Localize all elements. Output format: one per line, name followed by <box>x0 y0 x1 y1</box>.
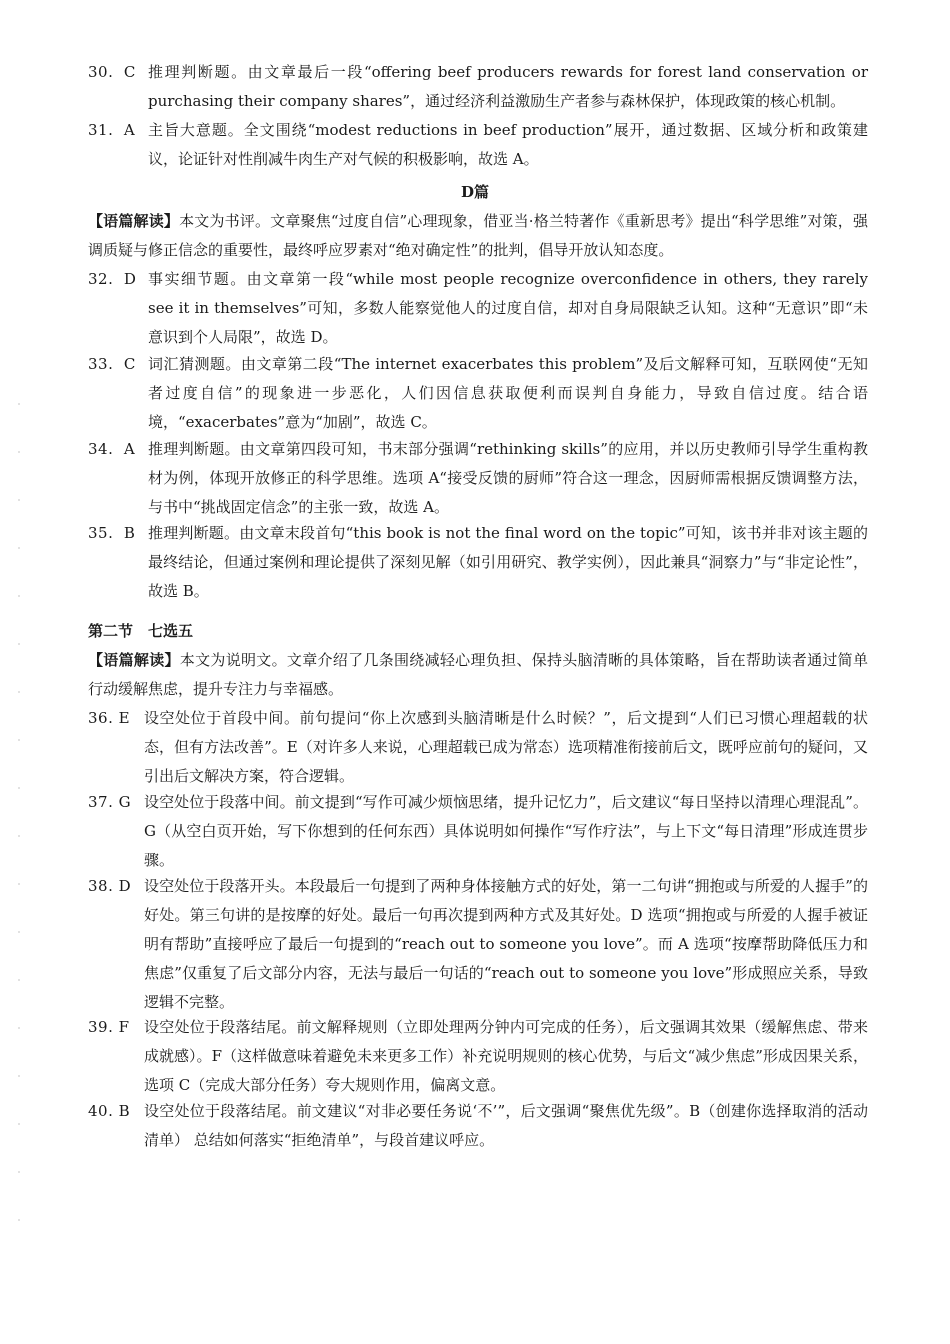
item-number-answer: 31. A <box>88 121 136 139</box>
answer-item-40 <box>88 1097 868 1155</box>
item-number-answer: 35. B <box>88 524 136 542</box>
section-d-title: D篇 <box>460 183 489 201</box>
item-explanation: 设空处位于首段中间。前句提问“你上次感到头脑清晰是什么时候？”，后文提到“人们已习惯心理超载的状态，但有方法改善”。E（对许多人来说，心理超载已成为常态）选项精准衔接前后文，既呼应前句的疑问，又引出后文解决方案，符合逻辑。 <box>144 709 868 785</box>
item-explanation: 推理判断题。由文章末段首句“this book is not the final word on the topic”可知，该书并非对该主题的最终结论，但通过案例和理论提供了深刻见解（如引用研究、教学实例），因此兼具“洞察力”与“非定论性”，故选 B。 <box>148 524 868 600</box>
intro-text: 本文为说明文。文章介绍了几条围绕减轻心理负担、保持头脑清晰的具体策略，旨在帮助读者通过简单行动缓解焦虑，提升专注力与幸福感。 <box>88 651 868 698</box>
section-d-intro <box>88 207 868 265</box>
item-explanation: 设空处位于段落结尾。前文建议“对非必要任务说‘不’”，后文强调“聚焦优先级”。B（创建你选择取消的活动清单） 总结如何落实“拒绝清单”，与段首建议呼应。 <box>144 1102 868 1149</box>
intro-text: 本文为书评。文章聚焦“过度自信”心理现象，借亚当·格兰特著作《重新思考》提出“科学思维”对策，强调质疑与修正信念的重要性，最终呼应罗素对“绝对确定性”的批判，倡导开放认知态度。 <box>88 212 868 259</box>
item-number-answer: 37. G <box>88 793 132 811</box>
intro-label: 【语篇解读】 <box>88 651 180 669</box>
item-number-answer: 36. E <box>88 709 131 727</box>
answer-item-32 <box>88 265 868 352</box>
answer-item-39 <box>88 1013 868 1100</box>
item-number-answer: 30. C <box>88 63 136 81</box>
item-number-answer: 38. D <box>88 877 132 895</box>
item-number-answer: 32. D <box>88 270 137 288</box>
answer-item-33 <box>88 350 868 437</box>
item-number-answer: 33. C <box>88 355 136 373</box>
answer-item-36 <box>88 704 868 791</box>
item-explanation: 推理判断题。由文章最后一段“offering beef producers rewards for forest land conservation or purchasing their company shares”，通过经济利益激励生产者参与森林保护，体现政策的核心机制。 <box>148 63 868 110</box>
item-explanation: 设空处位于段落开头。本段最后一句提到了两种身体接触方式的好处，第一二句讲“拥抱或与所爱的人握手”的好处。第三句讲的是按摩的好处。最后一句再次提到两种方式及其好处。D 选项“拥抱或与所爱的人握手被证明有帮助”直接呼应了最后一句提到的“reach out to someone you love”。而 A 选项“按摩帮助降低压力和焦虑”仅重复了后文部分内容，无法与最后一句话的“reach out to someone you love”形成照应关系，导致逻辑不完整。 <box>144 877 868 1011</box>
item-number-answer: 34. A <box>88 440 136 458</box>
answer-item-38 <box>88 872 868 1017</box>
item-explanation: 设空处位于段落中间。前文提到“写作可减少烦恼思绪，提升记忆力”，后文建议“每日坚持以清理心理混乱”。G（从空白页开始，写下你想到的任何东西）具体说明如何操作“写作疗法”，与上下文“每日清理”形成连贯步骤。 <box>144 793 868 869</box>
item-explanation: 设空处位于段落结尾。前文解释规则（立即处理两分钟内可完成的任务），后文强调其效果（缓解焦虑、带来成就感）。F（这样做意味着避免未来更多工作）补充说明规则的核心优势，与后文“减少焦虑”形成因果关系，选项 C（完成大部分任务）夸大规则作用，偏离文意。 <box>144 1018 868 1094</box>
answer-item-30 <box>88 58 868 116</box>
intro-label: 【语篇解读】 <box>88 212 180 230</box>
answer-item-37 <box>88 788 868 875</box>
item-explanation: 事实细节题。由文章第一段“while most people recognize overconfidence in others, they rarely see it in themselves”可知，多数人能察觉他人的过度自信，却对自身局限缺乏认知。这种“无意识”即“未意识到个人局限”，故选 D。 <box>148 270 868 346</box>
answer-item-35 <box>88 519 868 606</box>
section-2-intro <box>88 646 868 704</box>
item-number-answer: 39. F <box>88 1018 130 1036</box>
scan-margin-marks <box>18 380 20 1240</box>
answer-item-31 <box>88 116 868 174</box>
item-number-answer: 40. B <box>88 1102 131 1120</box>
answer-item-34 <box>88 435 868 522</box>
item-explanation: 词汇猜测题。由文章第二段“The internet exacerbates this problem”及后文解释可知，互联网使“无知者过度自信”的现象进一步恶化，人们因信息获取便利而误判自身能力，导致自信过度。结合语境，“exacerbates”意为“加剧”，故选 C。 <box>148 355 868 431</box>
section-2-heading: 第二节 七选五 <box>88 622 194 640</box>
item-explanation: 主旨大意题。全文围绕“modest reductions in beef production”展开，通过数据、区域分析和政策建议，论证针对性削减牛肉生产对气候的积极影响，故选 A。 <box>148 121 868 168</box>
item-explanation: 推理判断题。由文章第四段可知，书末部分强调“rethinking skills”的应用，并以历史教师引导学生重构教材为例，体现开放修正的科学思维。选项 A“接受反馈的厨师”符合这一理念，因厨师需根据反馈调整方法，与书中“挑战固定信念”的主张一致，故选 A。 <box>148 440 868 516</box>
